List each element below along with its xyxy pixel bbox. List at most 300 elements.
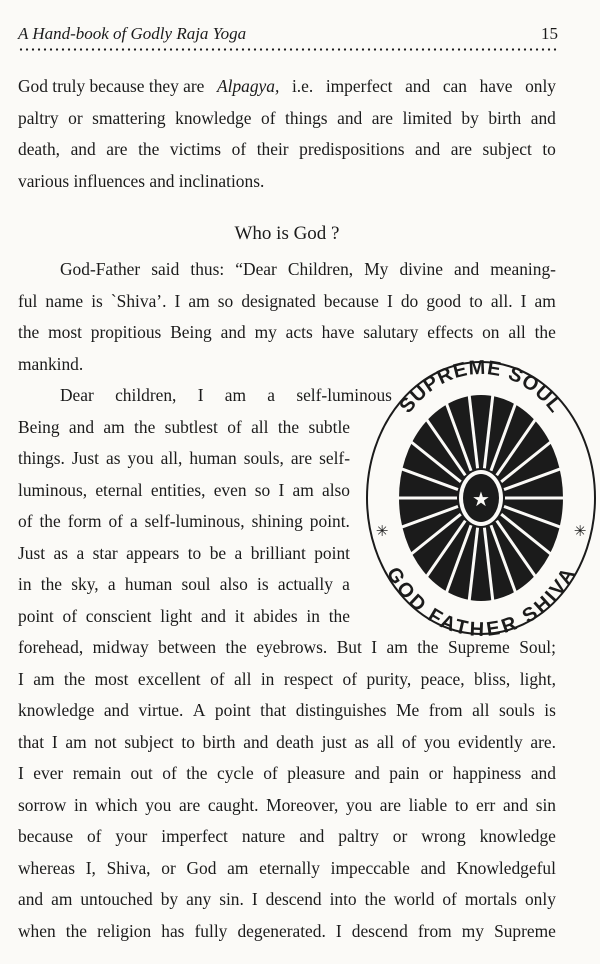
word: is: [257, 574, 269, 594]
text-line: [18, 853, 556, 885]
word: are: [379, 794, 401, 815]
paragraph-intro-continued: [18, 71, 556, 197]
word: is: [91, 290, 103, 311]
word: is: [544, 700, 556, 720]
word: and: [200, 605, 227, 626]
word: self-luminous: [296, 385, 392, 405]
word: abides: [253, 605, 298, 626]
word: salutary: [363, 322, 419, 342]
word: or: [68, 107, 83, 128]
asterisk-right-icon: ✳: [573, 523, 587, 540]
word: of: [263, 763, 278, 783]
text-line: [18, 790, 556, 822]
word: my: [461, 920, 484, 941]
word: happiness: [452, 763, 522, 783]
word: have: [479, 76, 513, 96]
word: a: [107, 574, 116, 594]
word: you: [127, 448, 154, 468]
word: am: [292, 479, 314, 500]
word: the: [40, 574, 63, 594]
word: `Shiva’.: [110, 290, 167, 311]
word: am: [33, 668, 55, 689]
word: I: [251, 889, 258, 909]
word: of: [86, 826, 102, 846]
word: wrong: [421, 826, 466, 846]
word: Alpagya,: [217, 76, 280, 96]
text-line: [18, 727, 556, 759]
word: from: [428, 700, 463, 720]
word: all: [234, 668, 252, 689]
word: the: [277, 416, 300, 437]
word: pain: [389, 763, 420, 783]
word: are: [178, 794, 201, 815]
word: to: [469, 290, 483, 311]
text-line: [18, 821, 556, 853]
word: pleasure: [287, 763, 346, 783]
word: the: [328, 605, 350, 626]
word: a: [129, 511, 138, 531]
word: only: [524, 889, 556, 909]
word: the: [364, 889, 386, 909]
word: which: [95, 794, 138, 815]
word: world: [393, 889, 435, 909]
word: Shiva,: [106, 857, 151, 878]
word: I: [51, 731, 58, 752]
word: are: [106, 139, 128, 159]
word: and: [220, 322, 246, 342]
word: I: [197, 385, 204, 405]
word: mortals: [464, 889, 517, 909]
word: all: [251, 416, 269, 437]
word: souls,: [243, 448, 284, 468]
word: death: [276, 731, 314, 752]
word: A: [192, 700, 206, 720]
word: peace,: [420, 668, 465, 689]
text-line: [18, 601, 350, 633]
word: by: [160, 889, 179, 909]
text-line: [18, 412, 350, 444]
word: Dear: [60, 385, 94, 405]
word: “Dear: [235, 259, 277, 279]
word: God-Father: [60, 259, 141, 279]
word: light,: [519, 668, 556, 689]
word: appears: [126, 542, 180, 563]
word: soul: [181, 574, 211, 594]
word: Being: [170, 322, 212, 342]
word: knowledge: [175, 107, 252, 128]
word: of: [401, 731, 417, 752]
word: acts: [285, 322, 313, 342]
word: forehead,: [18, 637, 84, 657]
word: that: [260, 700, 287, 720]
word: ful: [18, 290, 38, 311]
word: most: [48, 322, 82, 342]
word: liable: [408, 794, 448, 815]
text-line: [18, 506, 350, 538]
word: caught.: [207, 794, 259, 815]
star-icon: ★: [472, 489, 490, 511]
word: the: [534, 322, 556, 342]
word: sky,: [71, 574, 99, 594]
word: am: [103, 416, 125, 437]
word: of: [18, 511, 33, 531]
word: of: [442, 889, 457, 909]
word: souls: [498, 700, 535, 720]
word: sin.: [219, 889, 244, 909]
word: descend: [351, 920, 408, 941]
word: not: [94, 731, 117, 752]
word: sorrow: [18, 794, 67, 815]
word: am: [227, 857, 249, 878]
word: subject: [124, 731, 174, 752]
word: am: [188, 290, 210, 311]
word: and: [70, 139, 96, 159]
word: impeccable: [330, 857, 410, 878]
text-line: [18, 134, 556, 166]
word: distinguishes: [295, 700, 387, 720]
word: as: [105, 448, 121, 468]
word: shining: [251, 511, 303, 531]
word: are: [450, 139, 472, 159]
word: paltry: [338, 826, 379, 846]
word: my: [254, 322, 277, 342]
word: or: [392, 826, 408, 846]
word: virtue.: [138, 700, 184, 720]
word: eternal: [95, 479, 143, 500]
word: a: [76, 542, 85, 563]
word: purity,: [366, 668, 412, 689]
word: or: [428, 763, 444, 783]
word: degenerated.: [237, 920, 326, 941]
word: Knowledgeful: [456, 857, 556, 878]
word: you: [145, 794, 172, 815]
word: also: [219, 574, 248, 594]
word: whereas: [18, 857, 75, 878]
word: you: [346, 794, 373, 815]
word: and: [354, 763, 380, 783]
word: name: [45, 290, 84, 311]
emblem-bottom-text: GOD FATHER SHIVA: [382, 563, 580, 636]
word: all: [472, 700, 490, 720]
word: I: [18, 668, 24, 689]
word: to: [181, 731, 195, 752]
word: imperfect: [325, 76, 393, 96]
word: I: [278, 479, 285, 500]
word: sin: [535, 794, 556, 815]
word: am: [224, 385, 247, 405]
text-line: [18, 664, 556, 696]
word: to: [542, 139, 556, 159]
word: I,: [85, 857, 96, 878]
word: are.: [530, 731, 556, 752]
word: your: [115, 826, 148, 846]
word: into: [329, 889, 357, 909]
word: designated: [241, 290, 316, 311]
text-line: [18, 166, 556, 198]
word: so: [217, 290, 234, 311]
word: a: [267, 385, 276, 405]
word: Me: [396, 700, 420, 720]
word: in: [260, 668, 275, 689]
text-line: [18, 286, 556, 318]
word: a: [234, 542, 243, 563]
word: when: [18, 920, 56, 941]
word: subject: [482, 139, 532, 159]
word: Just: [71, 448, 99, 468]
word: paltry: [18, 107, 59, 128]
word: has: [161, 920, 185, 941]
section-heading: Who is God ?: [234, 223, 340, 244]
word: children,: [115, 385, 177, 405]
word: subtle: [308, 416, 350, 437]
text-line: [18, 71, 556, 103]
word: human: [189, 448, 237, 468]
word: and: [299, 826, 325, 846]
word: be: [209, 542, 227, 563]
word: eternally: [259, 857, 320, 878]
word: star: [92, 542, 118, 563]
word: things.: [18, 448, 65, 468]
word: their: [256, 139, 289, 159]
word: I: [386, 290, 393, 311]
word: and: [243, 731, 269, 752]
word: err: [476, 794, 496, 815]
word: that: [18, 731, 45, 752]
word: But: [336, 637, 362, 657]
word: and: [454, 259, 480, 279]
word: in: [73, 794, 88, 815]
word: things: [285, 107, 328, 128]
word: of: [227, 416, 242, 437]
word: and: [337, 107, 363, 128]
word: all: [508, 322, 526, 342]
word: any: [186, 889, 212, 909]
word: as: [53, 542, 68, 563]
word: are: [290, 448, 313, 468]
word: and: [415, 139, 441, 159]
word: point: [314, 542, 350, 563]
text-line: [18, 538, 350, 570]
word: i.e.: [291, 76, 314, 96]
word: smattering: [92, 107, 166, 128]
word: form: [67, 511, 102, 531]
text-line: [18, 884, 556, 916]
word: thus:: [190, 259, 225, 279]
word: conscient: [85, 605, 152, 626]
word: entities,: [150, 479, 206, 500]
word: subtlest: [164, 416, 218, 437]
word: you: [424, 731, 451, 752]
word: am: [51, 889, 73, 909]
word: as: [354, 731, 369, 752]
word: all,: [160, 448, 183, 468]
word: untouched: [80, 889, 153, 909]
word: I: [174, 290, 181, 311]
word: brilliant: [250, 542, 306, 563]
word: or: [161, 857, 176, 878]
word: am: [65, 731, 87, 752]
word: of: [342, 668, 357, 689]
word: of: [210, 668, 225, 689]
word: Soul;: [519, 637, 556, 657]
word: various influences and inclinations.: [18, 170, 265, 191]
dotted-rule: [18, 48, 558, 51]
word: because: [323, 290, 379, 311]
word: and: [502, 794, 529, 815]
word: light: [160, 605, 193, 626]
word: Just: [18, 542, 46, 563]
word: just: [321, 731, 347, 752]
word: remain: [72, 763, 122, 783]
text-line: [18, 443, 350, 475]
word: the: [138, 139, 160, 159]
word: am: [534, 290, 556, 311]
word: point: [18, 605, 54, 626]
word: by: [461, 107, 479, 128]
word: limited: [402, 107, 452, 128]
word: ever: [33, 763, 64, 783]
word: predispositions: [299, 139, 405, 159]
word: and: [530, 107, 556, 128]
word: imperfect: [161, 826, 228, 846]
word: I: [371, 637, 378, 657]
word: and: [530, 763, 556, 783]
word: of: [162, 763, 177, 783]
running-head: A Hand-book of Godly Raja Yoga: [18, 24, 247, 43]
word: of: [231, 139, 247, 159]
word: to: [187, 542, 202, 563]
word: are: [371, 107, 394, 128]
word: point.: [309, 511, 350, 531]
word: I: [520, 290, 527, 311]
word: actually: [277, 574, 333, 594]
text-line: [18, 695, 556, 727]
word: evidently: [457, 731, 523, 752]
word: descend: [265, 889, 322, 909]
word: propitious: [90, 322, 162, 342]
word: Supreme: [494, 920, 556, 941]
word: on: [482, 322, 500, 342]
text-line: [18, 380, 392, 412]
word: even: [213, 479, 247, 500]
word: bliss,: [474, 668, 511, 689]
word: birth: [488, 107, 522, 128]
word: excellent: [137, 668, 201, 689]
text-line: [18, 569, 350, 601]
word: My: [364, 259, 389, 279]
word: do: [400, 290, 419, 311]
word: all: [376, 731, 395, 752]
word: effects: [427, 322, 474, 342]
word: luminous,: [18, 479, 88, 500]
word: a: [342, 574, 350, 594]
word: the: [186, 763, 208, 783]
word: out: [130, 763, 153, 783]
word: mankind.: [18, 353, 84, 374]
word: and: [420, 857, 446, 878]
word: midway: [92, 637, 149, 657]
word: death,: [18, 139, 61, 159]
word: can: [442, 76, 467, 96]
word: am: [386, 637, 408, 657]
word: eyebrows.: [256, 637, 328, 657]
word: point: [214, 700, 251, 720]
word: and: [103, 700, 129, 720]
word: birth: [202, 731, 236, 752]
word: most: [94, 668, 129, 689]
word: of: [62, 605, 78, 626]
word: the: [18, 322, 40, 342]
word: said: [151, 259, 180, 279]
word: only: [525, 76, 556, 96]
word: Children,: [287, 259, 354, 279]
word: I: [335, 920, 342, 941]
word: of: [108, 511, 123, 531]
word: between: [158, 637, 217, 657]
word: self-: [319, 448, 350, 468]
text-line: [18, 254, 556, 286]
word: human: [124, 574, 173, 594]
word: respect: [283, 668, 334, 689]
word: I: [18, 763, 24, 783]
text-line: [18, 317, 556, 349]
text-line: [18, 916, 556, 948]
word: cycle: [217, 763, 254, 783]
word: self-luminous,: [144, 511, 245, 531]
text-line: [18, 475, 350, 507]
paragraph-self-luminous-continued: [18, 632, 556, 947]
page-header: [18, 24, 558, 50]
word: God: [186, 857, 217, 878]
word: so: [254, 479, 271, 500]
word: victims: [169, 139, 222, 159]
word: in: [18, 574, 32, 594]
word: it: [234, 605, 245, 626]
word: the: [417, 637, 439, 657]
word: knowledge: [479, 826, 556, 846]
word: the: [65, 920, 87, 941]
word: have: [321, 322, 355, 342]
supreme-soul-emblem: [365, 360, 597, 636]
word: and: [18, 889, 44, 909]
word: Being: [18, 416, 60, 437]
text-line: [18, 758, 556, 790]
word: fully: [194, 920, 228, 941]
word: and: [405, 76, 431, 96]
word: Supreme: [447, 637, 510, 657]
word: the: [39, 511, 61, 531]
word: divine: [399, 259, 443, 279]
text-line: [18, 103, 556, 135]
word: also: [321, 479, 350, 500]
word: to: [454, 794, 469, 815]
word: the: [63, 668, 86, 689]
word: knowledge: [18, 700, 95, 720]
text-line: [18, 632, 556, 664]
word: the: [134, 416, 156, 437]
word: of: [261, 107, 276, 128]
word: religion: [97, 920, 152, 941]
word: meaning-: [490, 259, 556, 279]
asterisk-left-icon: ✳: [375, 523, 389, 540]
word: Moreover,: [266, 794, 339, 815]
word: in: [306, 605, 320, 626]
word: nature: [241, 826, 286, 846]
word: the: [225, 637, 247, 657]
word: because: [18, 826, 74, 846]
word: from: [417, 920, 452, 941]
word: and: [68, 416, 95, 437]
